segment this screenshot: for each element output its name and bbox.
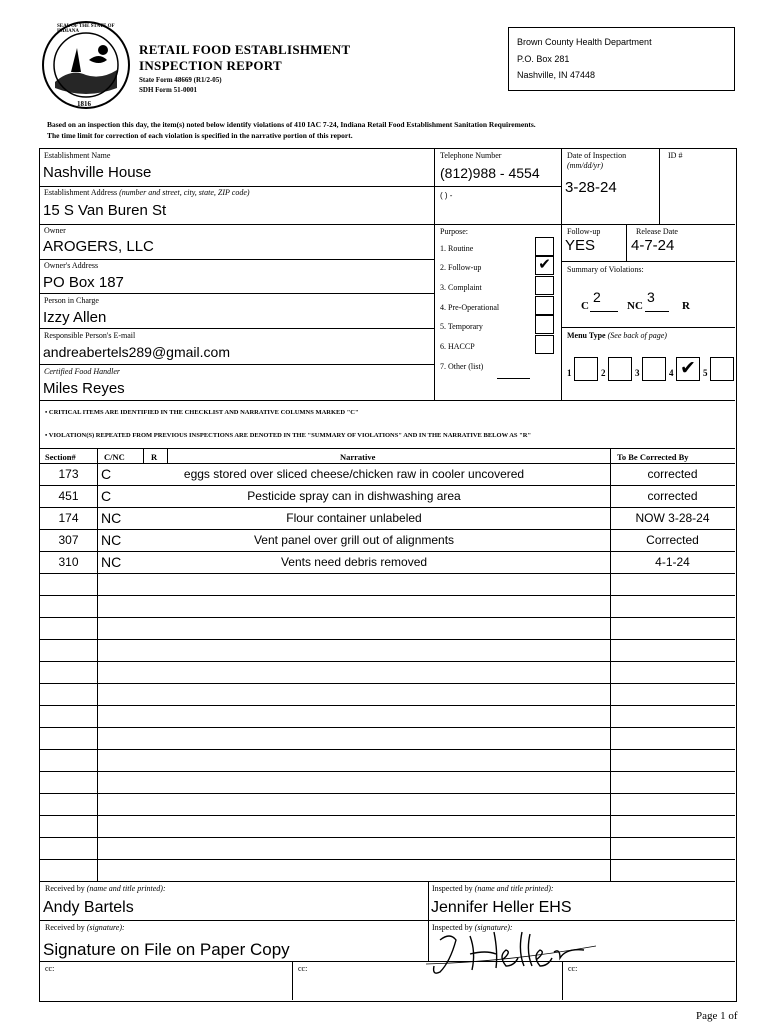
purpose-checkbox[interactable] (535, 237, 554, 256)
owner-address-label: Owner's Address (44, 261, 99, 270)
email-label: Responsible Person's E-mail (44, 331, 136, 340)
purpose-checkbox[interactable]: ✔ (535, 256, 554, 275)
menu-type-checkbox[interactable] (710, 357, 734, 381)
id-label: ID # (668, 151, 683, 160)
release-value[interactable]: 4-7-24 (631, 237, 675, 254)
address-label (44, 189, 250, 197)
received-by-value[interactable]: Andy Bartels (43, 899, 134, 916)
date-value[interactable]: 3-28-24 (565, 179, 617, 196)
menu-type-number: 3 (635, 368, 640, 378)
report-title-2: INSPECTION REPORT (139, 58, 282, 73)
row-corrected-by: Corrected (646, 533, 699, 547)
page-number: Page 1 of (696, 1010, 738, 1022)
est-name-value[interactable]: Nashville House (43, 164, 152, 181)
menu-type-checkbox[interactable] (574, 357, 598, 381)
address-label-text: Establishment Address (44, 188, 118, 197)
col-r-header: R (151, 452, 158, 462)
row-corrected-by: corrected (647, 467, 698, 481)
row-section: 174 (58, 511, 79, 525)
row-corrected-by: corrected (647, 489, 698, 503)
dept-line1: Brown County Health Department (517, 37, 652, 47)
handler-label: Certified Food Handler (44, 367, 120, 376)
phone-label: Telephone Number (440, 151, 502, 160)
purpose-option-label: 5. Temporary (440, 322, 483, 331)
address-value[interactable]: 15 S Van Buren St (43, 202, 167, 219)
date-hint: (mm/dd/yr) (567, 161, 603, 170)
followup-value[interactable]: YES (565, 237, 596, 254)
followup-label: Follow-up (567, 227, 601, 236)
menu-type-checkbox[interactable]: ✔ (676, 357, 700, 381)
col-corrected-header: To Be Corrected By (617, 452, 689, 462)
seal-year: 1816 (77, 100, 91, 108)
address-hint: (number and street, city, state, ZIP code) (119, 188, 250, 197)
cc-label-3: cc: (568, 964, 578, 973)
received-sig-label (45, 924, 125, 932)
menu-type-number: 1 (567, 368, 572, 378)
inspected-by-value[interactable]: Jennifer Heller EHS (431, 899, 572, 916)
menu-type-hint: (See back of page) (607, 331, 667, 340)
intro-text-1: Based on an inspection this day, the item(s) noted below identify violations of 410 IAC 7-24, Indiana Retail Food Establishment Sanitation Requirements. (47, 120, 536, 129)
col-section-header: Section# (45, 452, 76, 462)
seal-top-text: SEAL OF THE STATE OF INDIANA (57, 24, 115, 34)
row-narrative: Vents need debris removed (280, 555, 428, 569)
summary-label: Summary of Violations: (567, 265, 644, 274)
summary-c-count[interactable]: 2 (593, 289, 601, 305)
row-cnc: NC (101, 532, 122, 548)
inspected-by-label (432, 885, 554, 893)
received-sig-label-text: Received by (45, 923, 85, 932)
inspected-by-label-text: Inspected by (432, 884, 473, 893)
est-name-label: Establishment Name (44, 151, 111, 160)
menu-type-label (567, 332, 667, 340)
menu-type-number: 2 (601, 368, 606, 378)
purpose-checkbox[interactable] (535, 315, 554, 334)
row-section: 307 (58, 533, 79, 547)
row-narrative: Pesticide spray can in dishwashing area (247, 489, 461, 503)
owner-address-value[interactable]: PO Box 187 (43, 274, 124, 291)
state-form: State Form 48669 (R1/2-05) (139, 76, 222, 84)
release-label: Release Date (636, 227, 678, 236)
inspected-sig-label-text: Inspected by (432, 923, 473, 932)
intro-text-2: The time limit for correction of each violation is specified in the narrative portion of this report. (47, 131, 353, 140)
purpose-option-label: 4. Pre-Operational (440, 303, 500, 312)
state-seal (41, 20, 131, 110)
row-cnc: C (101, 466, 112, 482)
row-section: 310 (58, 555, 79, 569)
received-sig-hint: (signature): (86, 923, 125, 932)
summary-nc-label: NC (627, 300, 643, 312)
person-charge-value[interactable]: Izzy Allen (43, 309, 107, 326)
handler-value[interactable]: Miles Reyes (43, 380, 125, 397)
purpose-option-label: 7. Other (list) (440, 362, 484, 371)
purpose-checkbox[interactable] (535, 296, 554, 315)
date-label: Date of Inspection (567, 151, 627, 160)
col-narrative-header: Narrative (340, 452, 376, 462)
purpose-option-label: 1. Routine (440, 244, 474, 253)
cc-label-2: cc: (298, 964, 308, 973)
menu-type-number: 4 (669, 368, 674, 378)
menu-type-number: 5 (703, 368, 708, 378)
menu-type-checkbox[interactable] (608, 357, 632, 381)
row-narrative: Vent panel over grill out of alignments (253, 533, 455, 547)
summary-r-label: R (682, 300, 690, 312)
purpose-option-label: 3. Complaint (440, 283, 482, 292)
cc-label-1: cc: (45, 964, 55, 973)
row-narrative: Flour container unlabeled (286, 511, 422, 525)
inspected-sig-hint: (signature): (474, 923, 513, 932)
row-cnc: NC (101, 554, 122, 570)
owner-value[interactable]: AROGERS, LLC (43, 238, 154, 255)
critical-note: • CRITICAL ITEMS ARE IDENTIFIED IN THE CHECKLIST AND NARRATIVE COLUMNS MARKED "C" (45, 409, 359, 416)
owner-label: Owner (44, 226, 66, 235)
row-corrected-by: NOW 3-28-24 (635, 511, 710, 525)
row-cnc: NC (101, 510, 122, 526)
menu-type-text: Menu Type (567, 331, 606, 340)
row-section: 451 (58, 489, 79, 503)
row-narrative: eggs stored over sliced cheese/chicken raw in cooler uncovered (183, 467, 525, 481)
report-title-1: RETAIL FOOD ESTABLISHMENT (139, 42, 351, 57)
received-signature-value[interactable]: Signature on File on Paper Copy (43, 940, 290, 959)
repeat-note: • VIOLATION(S) REPEATED FROM PREVIOUS INSPECTIONS ARE DENOTED IN THE "SUMMARY OF VIOLATIONS" AND IN THE NARRATIVE BELOW AS "R" (45, 432, 532, 439)
row-section: 173 (58, 467, 79, 481)
row-cnc: C (101, 488, 112, 504)
inspector-signature (426, 922, 596, 982)
form-grid (39, 148, 737, 1002)
row-corrected-by: 4-1-24 (655, 555, 690, 569)
dept-line3: Nashville, IN 47448 (517, 70, 596, 80)
sdh-form: SDH Form 51-0001 (139, 86, 197, 94)
purpose-checkbox[interactable] (535, 276, 554, 295)
person-charge-label: Person in Charge (44, 296, 99, 305)
summary-c-label: C (581, 300, 589, 312)
purpose-option-label: 6. HACCP (440, 342, 475, 351)
dept-line2: P.O. Box 281 (517, 54, 570, 64)
phone-value[interactable]: (812)988 - 4554 (440, 165, 540, 181)
menu-type-checkbox[interactable] (642, 357, 666, 381)
received-by-label-text: Received by (45, 884, 85, 893)
received-by-hint: (name and title printed): (86, 884, 166, 893)
received-by-label (45, 885, 166, 893)
email-value[interactable]: andreabertels289@gmail.com (43, 344, 230, 360)
purpose-option-label: 2. Follow-up (440, 263, 482, 272)
purpose-label: Purpose: (440, 227, 468, 236)
department-address-box (508, 27, 735, 91)
summary-nc-count[interactable]: 3 (647, 289, 655, 305)
inspected-by-hint: (name and title printed): (474, 884, 554, 893)
phone-value-2[interactable]: ( ) - (440, 191, 453, 200)
purpose-checkbox[interactable] (535, 335, 554, 354)
col-cnc-header: C/NC (104, 452, 125, 462)
